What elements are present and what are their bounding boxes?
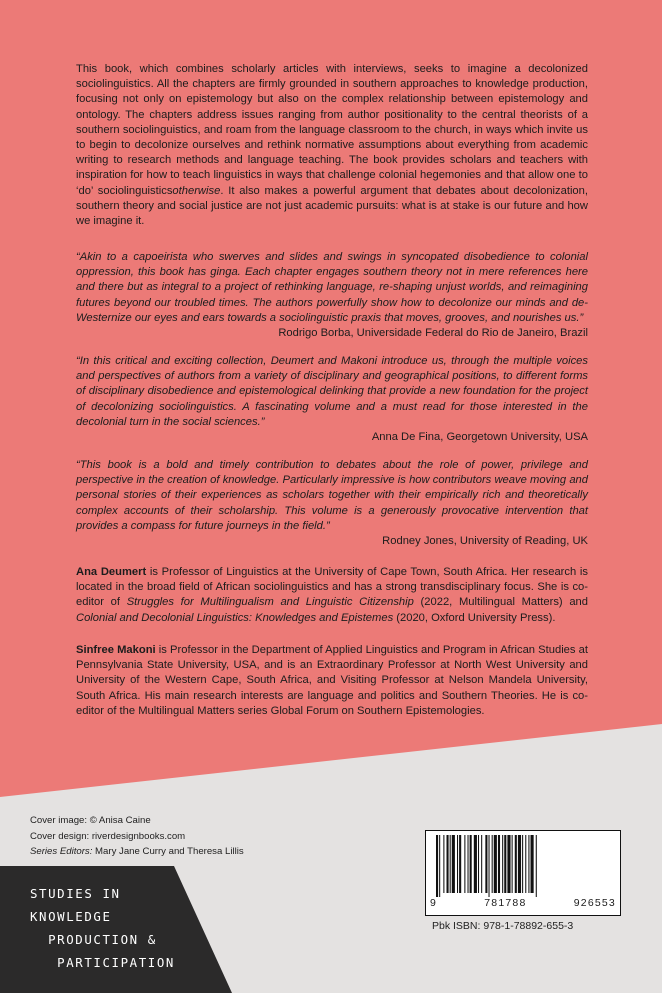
series-line: PARTICIPATION [30,955,175,970]
barcode-bar [443,835,444,893]
bio-text: is Professor of Linguistics at the University of Cape Town, South Africa. Her research is located in the broad field of African sociolinguistics and has a strong transdisciplinary focus. She is co-editor of [76,566,588,609]
barcode-bar [481,835,482,893]
barcode-bar [518,835,521,893]
barcode-bar [474,835,477,893]
endorsement-quote: “In this critical and exciting collection, Deumert and Makoni introduce us, through the multiple voices and perspectives of authors from a variety of disciplinary and geographical positions, to different forms of disciplinary disobedience and epistemological delinking that provide a new foundation for the project of decolonizing sociolinguistics. A fascinating volume and a must read for those interested in the decolonial turn in the social sciences.” [76,355,588,428]
barcode-bar [447,835,449,893]
barcode-bar [452,835,455,893]
pbk-isbn: Pbk ISBN: 978-1-78892-655-3 [432,920,574,932]
barcode-bar [450,835,451,893]
series-line: STUDIES IN [30,886,121,901]
endorsement-author: Anna De Fina, Georgetown University, USA [371,431,588,444]
endorsement-author: Rodrigo Borba, Universidade Federal do Rio de Janeiro, Brazil [278,327,588,340]
barcode-bar [457,835,458,893]
barcode-bar [536,835,537,897]
barcode-bar [531,835,534,893]
description-text: This book, which combines scholarly articles with interviews, seeks to imagine a decolonized sociolinguistics. All the chapters are firmly grounded in southern approaches to knowledge production, focusing not only on epistemology but also on the complex relationship between epistemology and ontology. The chapters address issues ranging from author positionality to the central theorists of a southern sociolinguistics, and roam from the language classroom to the church, in ways which invite us to begin to decolonize ourselves and rethink normative assumptions about everything from academic writing to research methods and language teaching. The book provides scholars and teachers with inspiration for how to teach linguistics in ways that challenge colonial hegemonies and that allow one to ‘do’ sociolinguistics [76,63,588,197]
barcode-bar [468,835,469,893]
barcode-digit-group: 781788 [484,897,527,909]
barcode-digit-group: 9 [430,897,438,909]
endorsement-quote: “Akin to a capoeirista who swerves and slides and swings in syncopated disobedience to colonial oppression, this book has ginga. Each chapter engages southern theory not in mere references here and there but as integral to a project of rethinking language, re-shaping unjust worlds, and reimagining futures beyond our troubled times. The authors powerfully show how to decolonize our minds and de-Westernize our eyes and ears towards a sociolinguistic praxis that moves, grooves, and nourishes us.” [76,251,588,324]
series-line: KNOWLEDGE [30,909,112,924]
author-name: Ana Deumert [76,566,147,578]
isbn-barcode [425,830,621,916]
description-emphasis: otherwise [172,184,221,197]
barcode-bar [515,835,517,893]
barcode-digit-group: 926553 [573,897,616,909]
author-name: Sinfree Makoni [76,644,156,656]
barcode-bar [492,835,493,893]
barcode-bar [436,835,438,897]
series-line: PRODUCTION & [30,932,157,947]
author-bio-makoni [76,643,588,719]
barcode-bar [439,835,440,897]
endorsement-1 [76,250,588,341]
cover-design-credit: Cover design: riverdesignbooks.com [30,830,186,842]
barcode-bars [430,833,616,897]
cover-credits [30,813,244,860]
barcode-digits [430,897,616,909]
bio-text: (2020, Oxford University Press). [393,611,556,624]
book-title: Struggles for Multilingualism and Linguistic Citizenship [126,596,414,609]
endorsement-3 [76,458,588,549]
bio-text: is Professor in the Department of Applied Linguistics and Program in African Studies at Pennsylvania State University, USA, and is an Extraordinary Professor at North West University and University of the Western Cape, South Africa, and Visiting Professor at Nelson Mandela University, South Africa. His main research interests are language and politics and Southern Theories. He is co-editor of the Multilingual Matters series Global Forum on Southern Epistemologies. [76,644,588,717]
endorsement-2 [76,354,588,445]
barcode-bar [459,835,461,893]
barcode-bar [470,835,472,893]
barcode-bar [485,835,487,893]
endorsement-quote: “This book is a bold and timely contribution to debates about the role of power, privilege and perspective in the creation of knowledge. Particularly impressive is how contributors weave moving and personal stories of their experiences as scholars together with their empirically rich and theoretically complex accounts of their scholarship. This volume is a generously provocative intervention that provides a compass for future journeys in the field.” [76,459,588,532]
barcode-bar [464,835,465,893]
barcode-bar [502,835,503,893]
barcode-bar [498,835,500,893]
barcode-bar [522,835,523,893]
bio-text: (2022, Multilingual Matters) and [413,596,588,609]
barcode-bar [489,835,490,897]
series-editors-names: Mary Jane Curry and Theresa Lillis [92,846,244,857]
author-bio-deumert [76,565,588,626]
cover-image-credit: Cover image: © Anisa Caine [30,815,151,826]
endorsement-author: Rodney Jones, University of Reading, UK [382,535,588,548]
barcode-bar [512,835,513,893]
series-editors [30,844,244,860]
barcode-bar [494,835,497,893]
barcode-bar [525,835,526,893]
book-description [76,62,588,229]
description-ending: . It also makes a powerful argument that debates about decolonization, southern theory and social justice are not just academic pursuits: what is at stake is our future and how we imagine it. [76,184,588,228]
barcode-bar [478,835,479,893]
series-name [30,882,175,974]
barcode-bar [504,835,506,893]
barcode-bar [528,835,529,893]
book-title: Colonial and Decolonial Linguistics: Knowledges and Epistemes [76,611,394,624]
series-editors-label: Series Editors: [30,846,93,857]
barcode-bar [507,835,510,893]
